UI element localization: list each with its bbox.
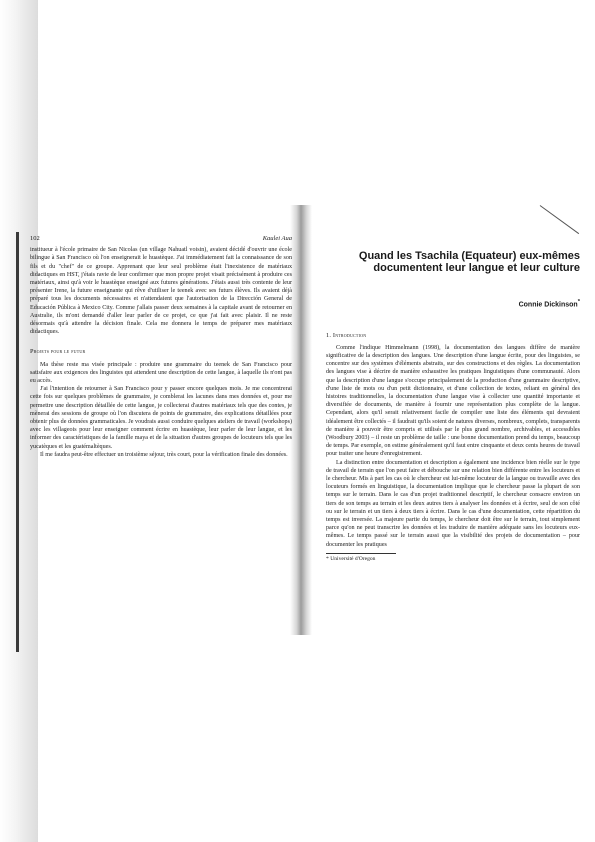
left-paragraph-1: institueur à l'école primaire de San Nicolas (un village Nahuatl voisin), avaient décidé d'ouvrir une école bilingue à San Francisco où l'on enseignerait le huastèque. J'ai immédiatement fait la connaissance de son fils et du "chef" de ce groupe. Apprenant que leur seul problème était l'inexistence de matériaux didactiques en HST, j'étais ravie de leur confirmer que mon propre projet visait précisément à produire ces matériaux, ainsi qu'à voir le huastèque enseigné aux futures générations. J'étais aussi très contente de leur présenter Irene, la future enseignante qui rêve d'utiliser le teenek avec ses futurs élèves. Ils avaient déjà préparé tous les documents nécessaires et n'attendaient que l'autorisation de la Dirección General de Educación Pública à Mexico City. Comme j'allais passer deux semaines à la capitale avant de retourner en Australie, ils m'ont demandé d'aller leur parler de ce projet, ce que j'ai fait avec plaisir. Il ne reste désormais qu'à attendre la décision finale. Cela me donnera le temps de préparer mes matériaux didactiques. [30, 247, 292, 336]
running-title: Kaulei Aua [262, 235, 292, 242]
article-title-line-2: documentent leur langue et leur culture [373, 262, 580, 274]
left-paragraph-4: Il me faudra peut-être effectuer un troisième séjour, très court, pour la vérification finale des données. [40, 451, 288, 458]
right-section-heading: 1. Introduction [326, 331, 367, 339]
scan-edge-line [16, 232, 19, 652]
right-page [326, 250, 580, 563]
left-paragraph-3: J'ai l'intention de retourner à San Francisco pour y passer encore quelques mois. Je me concentrerai cette fois sur quelques problèmes de grammaire, je comblerai les lacunes dans mes données et, pour me permettre une description détaillée de cette langue, je collecterai d'autres matériaux tels que des contes, je mènerai des sessions de groupe où l'on discutera de points de grammaire, des explications détaillées pour obtenir plus de données grammaticales. Je voudrais aussi conduire quelques ateliers de travail (workshops) avec les villageois pour leur enseigner comment écrire en huastèque, leur parler de leur langue, et les informer des caractéristiques de la famille maya et de la situation d'autres groupes de locuteurs tels que les yucatèques et les guatémaltèques. [30, 386, 292, 450]
author-line [326, 298, 580, 310]
left-section-heading: Projets pour le futur [30, 348, 86, 356]
author-footnote-mark: * [577, 299, 580, 305]
article-title-line-1: Quand les Tsachila (Equateur) eux-mêmes [358, 250, 580, 262]
right-paragraph-1: Comme l'indique Himmelmann (1998), la documentation des langues diffère de manière significative de la description des langues. Une description d'une langue écrite, pour des linguistes, se concentre sur des systèmes d'éléments abstraits, sur des constructions et des règles. La documentation des langues vise à décrire de manière exhaustive les pratiques linguistiques d'une communauté. Alors que la description d'une langue s'occupe principalement de la production d'une grammaire descriptive, d'une liste de mots ou d'un petit dictionnaire, et d'une collection de textes, reliant en général des histoires traditionnelles, la documentation d'une langue vise à collecter une quantité importante et diversifiée de documents, de manière à fournir une représentation plus complète de la langue. Cependant, alors qu'il serait relativement facile de compiler une liste des éléments qui devraient idéalement être collectés – il faudrait qu'ils soient de natures diverses, nombreux, complets, transparents de manière à pouvoir être compris et utilisés par le plus grand nombre, archivables, et accessibles (Woodbury 2003) – il reste un problème de taille : une bonne documentation prend du temps, beaucoup de temps. Par exemple, on estime généralement qu'il faut entre cinquante et deux cents heures de travail pour traiter une heure d'enregistrement. [326, 344, 580, 458]
left-page [30, 235, 292, 459]
footnote: * Université d'Oregon [326, 555, 376, 562]
left-paragraph-2: Ma thèse reste ma visée principale : produire une grammaire du teenek de San Francisco pour satisfaire aux exigences des linguistes qui attendent une description de cette langue, à laquelle ils n'ont pas eu accès. [30, 361, 292, 385]
article-title [326, 250, 580, 274]
left-running-head [30, 235, 292, 243]
author-name: Connie Dickinson [518, 301, 578, 309]
book-gutter [290, 205, 312, 635]
scan-corner-mark [540, 205, 579, 234]
footnote-rule [326, 553, 396, 554]
page-number: 102 [30, 235, 40, 242]
right-paragraph-2: La distinction entre documentation et description a également une incidence bien réelle sur le type de travail de terrain que l'on peut faire et débouche sur une relation bien différente entre les locuteurs et le chercheur. Mis à part les cas où le chercheur est lui-même locuteur de la langue ou travaille avec des locuteurs formés en linguistique, la documentation implique que le chercheur passe la plupart de son temps sur le terrain. Dans le cas d'un projet traditionnel descriptif, le chercheur consacre environ un tiers de son temps au terrain et les deux autres tiers à analyser les données et à écrire, seul de son côté ou sur le terrain et un tiers à deux tiers à écrire. Dans le cas d'une documentation, cette répartition du temps est inversée. La majeure partie du temps, le chercheur doit être sur le terrain, tout simplement parce qu'on ne peut transcrire les données et les traduire de manière adéquate sans les locuteurs eux-mêmes. Le temps passé sur le terrain aussi que la visibilité des projets de documentation – pour documenter les pratiques [326, 459, 580, 548]
